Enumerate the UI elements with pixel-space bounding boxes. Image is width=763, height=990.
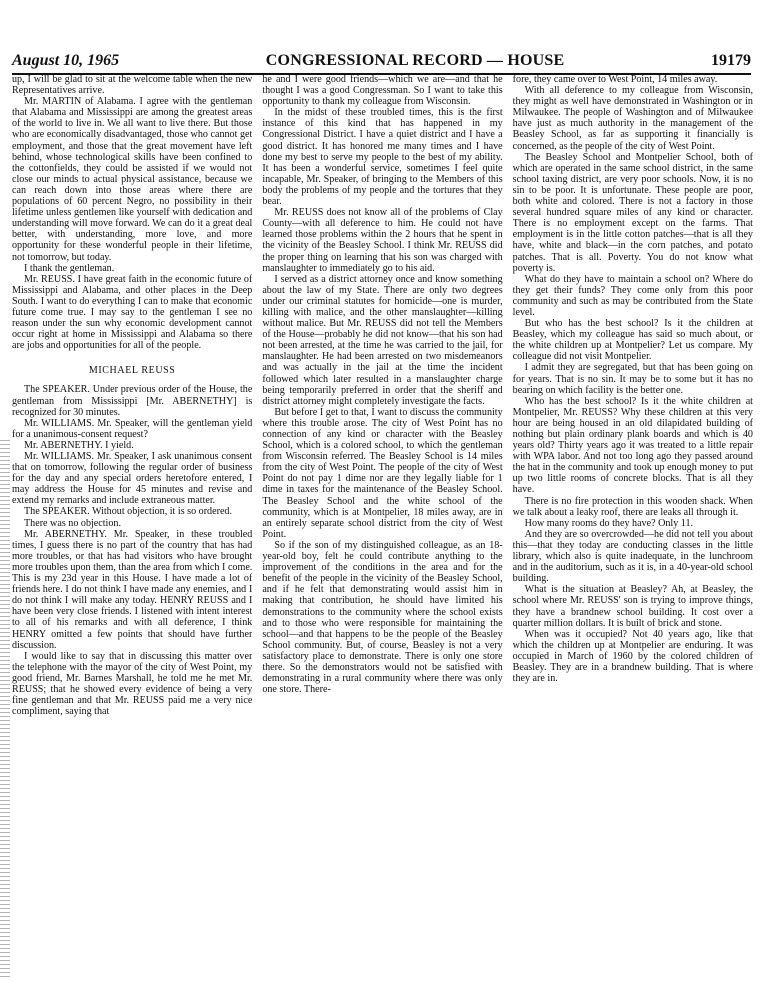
paragraph: What is the situation at Beasley? Ah, at Beasley, the school where Mr. REUSS' son is trying to improve things, they have a brandnew school building. It cost over a quarter million dollars. It is built of brick and stone. [512,584,753,629]
paragraph: Mr. REUSS. I have great faith in the economic future of Mississippi and Alabama, and other places in the Deep South. I want to do everything I can to make that economic future come true. I may say to the gentleman I see no reason under the sun why economic development cannot occur right at home in Mississippi and Alabama so there are jobs and opportunities for all of the people. [12,273,253,352]
paragraph: Mr. REUSS does not know all of the problems of Clay County—with all deference to him. He could not have learned those problems within the 2 hours that he spent in the vicinity of the Beasley School. I think Mr. REUSS did the proper thing on learning that his son was charged with manslaughter to immediately go to his aid. [262,207,503,274]
paragraph: There is no fire protection in this wooden shack. When we talk about a leaky roof, there are leaks all through it. [512,495,753,518]
text-column-2 [262,74,502,984]
paragraph: Mr. WILLIAMS. Mr. Speaker, I ask unanimous consent that on tomorrow, following the regular order of business for the day and any special orders heretofore entered, I may address the House for 45 minutes and revise and extend my remarks and include extraneous matter. [12,451,253,507]
section-heading: MICHAEL REUSS [88,365,176,377]
paragraph: The SPEAKER. Under previous order of the House, the gentleman from Mississippi [Mr. ABERNETHY] is recognized for 30 minutes. [12,384,253,418]
paragraph: And they are so overcrowded—he did not tell you about this—that they today are conducting classes in the little library, which also is quite inadequate, in the lunchroom and in the auditorium, such as it is, in a 40-year-old school building. [512,528,753,585]
paragraph: With all deference to my colleague from Wisconsin, they might as well have demonstrated in Washington or in Milwaukee. The people of Washington and of Milwaukee have just as much authority in the management of the Beasley School, as far as supporting it financially is concerned, as the people of the city of West Point. [512,85,753,152]
paragraph: But who has the best school? Is it the children at Beasley, which my colleague has said so much about, or the white children up at Montpelier? Let us compare. My colleague did not visit Montpelier. [512,318,753,363]
paragraph: he and I were good friends—which we are—and that he thought I was a good Congressman. So I want to take this opportunity to thank my colleague from Wisconsin. [262,74,503,108]
paragraph: Mr. ABERNETHY. Mr. Speaker, in these troubled times, I guess there is no part of the country that has had more troubles, or that has had visitors who have brought more troubles upon them, than the area from which I come. This is my 23d year in this House. I have made a lot of friends here. I do not think I have made any enemies, and I do not think I will make any today. HENRY REUSS and I have been very close friends. I listened with intent interest to all of his remarks and with all deference, I think HENRY omitted a few points that should have further discussion. [12,528,253,651]
header-page-number: 19179 [711,52,751,69]
paragraph: fore, they came over to West Point, 14 miles away. [512,74,718,85]
margin-scan-marks [0,440,10,980]
paragraph: The SPEAKER. Without objection, it is so ordered. [24,506,232,518]
paragraph: I would like to say that in discussing this matter over the telephone with the mayor of the city of West Point, my good friend, Mr. Barnes Marshall, he told me he met Mr. REUSS; that he showed every evidence of being a very fine gentleman and that Mr. REUSS paid me a very nice compliment, saying that [12,650,253,718]
text-columns [12,74,753,984]
paragraph: Mr. WILLIAMS. Mr. Speaker, will the gentleman yield for a unanimous-consent request? [12,417,253,440]
paragraph: Mr. MARTIN of Alabama. I agree with the gentleman that Alabama and Mississippi are among the greatest areas of the world to live in. We all want to live there. But those who are economically disadvantaged, those who cannot get employment, and those that the great movement have left behind, whose technological skills have been confined to the cottonfields, they could be assisted if we would not close our minds to actual physical assistance, because we can reach down into those areas where there are populations of 60 percent Negro, no possibility in their lifetime unless gentlemen like yourself with dedication and understanding will move forward. We can do it a great deal better, with understanding, more love, and more opportunity for these wonderful people in their lifetime, not tomorrow, but today. [12,96,253,263]
paragraph: The Beasley School and Montpelier School, both of which are operated in the same school district, in the same school taxing district, are very poor schools. Now, it is no sin to be poor. It is unfortunate. These people are poor, both white and colored. There is not a factory in those several hundred square miles of any kind or character. There is no employment except on the farms. That employment is in the little cotton patches—that is all they have, white and black—in the corn patches, and potato patches. That is all. Poverty. You do not know what poverty is. [512,151,753,274]
paragraph: What do they have to maintain a school on? Where do they get their funds? They come only from this poor community and such as may be contributed from the State level. [512,273,753,318]
paragraph: In the midst of these troubled times, this is the first instance of this kind that has happened in my Congressional District. I have a quiet district and I have a good district. It has honored me many times and I have done my best to serve my people to the best of my ability. It has been a wonderful service, sometimes I feel quite incapable, Mr. Speaker, of bringing to the Members of this body the problems of my people and the tortures that they bear. [262,107,503,208]
paragraph: There was no objection. [24,517,121,529]
paragraph: How many rooms do they have? Only 11. [524,517,694,529]
paragraph: I admit they are segregated, but that has been going on for years. That is no sin. It may be to some but it has no bearing on which facility is the better one. [512,362,753,396]
paragraph: Who has the best school? Is it the white children at Montpelier, Mr. REUSS? Why these children at this very hour are being housed in an old dilapidated building of nothing but plain ordinary plank boards and which is 40 years old? Thirty years ago it was treated to a little repair with WPA labor. And not too long ago they passed around the hat in the community and took up enough money to put up two little rooms of concrete blocks. That is all they have. [512,395,753,496]
text-column-1 [12,74,252,984]
header-title: CONGRESSIONAL RECORD — HOUSE [265,52,565,69]
paragraph: But before I get to that, I want to discuss the community where this trouble arose. The city of West Point has no connection of any kind or character with the Beasley School, which is a colored school, to which the gentleman from Wisconsin referred. The Beasley School is 14 miles from the city of West Point. The people of the city of West Point do not pay 1 dime nor are they legally liable for 1 dime in taxes for the maintenance of the Beasley School. The Beasley School and the white school of the community, which is at Montpelier, 18 miles away, are in an entirely separate school district from the city of West Point. [262,406,503,540]
paragraph: Mr. ABERNETHY. I yield. [24,439,134,451]
paragraph: So if the son of my distinguished colleague, as an 18-year-old boy, felt he could contribute anything to the improvement of the conditions in the area and for the benefit of the people in the vicinity of the Beasley School, and if he felt that demonstrating would assist him in making that contribution, he should have limited his demonstrations to the community where the school exists and to those who were responsible for maintaining the school—and that happens to be the people of the Beasley School community. But, of course, Beasley is not a very satisfactory place to demonstrate. There is only one store there. So the demonstrators would not be satisfied with demonstrating in a rural community where there was only one store. There- [262,539,503,696]
paragraph: I thank the gentleman. [24,262,115,274]
header-date: August 10, 1965 [12,52,120,69]
text-column-3 [513,74,753,984]
paragraph: I served as a district attorney once and know something about the law of my State. There are only two degrees under our criminal statutes for homicide—one is murder, killing with malice, and the other manslaughter—killing without malice. But Mr. REUSS did not tell the Members of the House—probably he did not know—that his son had not been arrested, at the time he was carried to the jail, for manslaughter. He had been arrested on two misdemeanors and was actually in the jail at the time the incident followed which later resulted in a manslaughter charge being temporarily preferred in order that the sheriff and district attorney might completely investigate the facts. [262,273,503,407]
paragraph: When was it occupied? Not 40 years ago, like that which the children up at Montpelier are enduring. It was occupied in March of 1960 by the colored children of Beasley. They are in a brandnew building. That is where they are in. [512,628,753,685]
paragraph: up, I will be glad to sit at the welcome table when the new Representatives arrive. [12,74,253,97]
page-header [12,44,751,75]
